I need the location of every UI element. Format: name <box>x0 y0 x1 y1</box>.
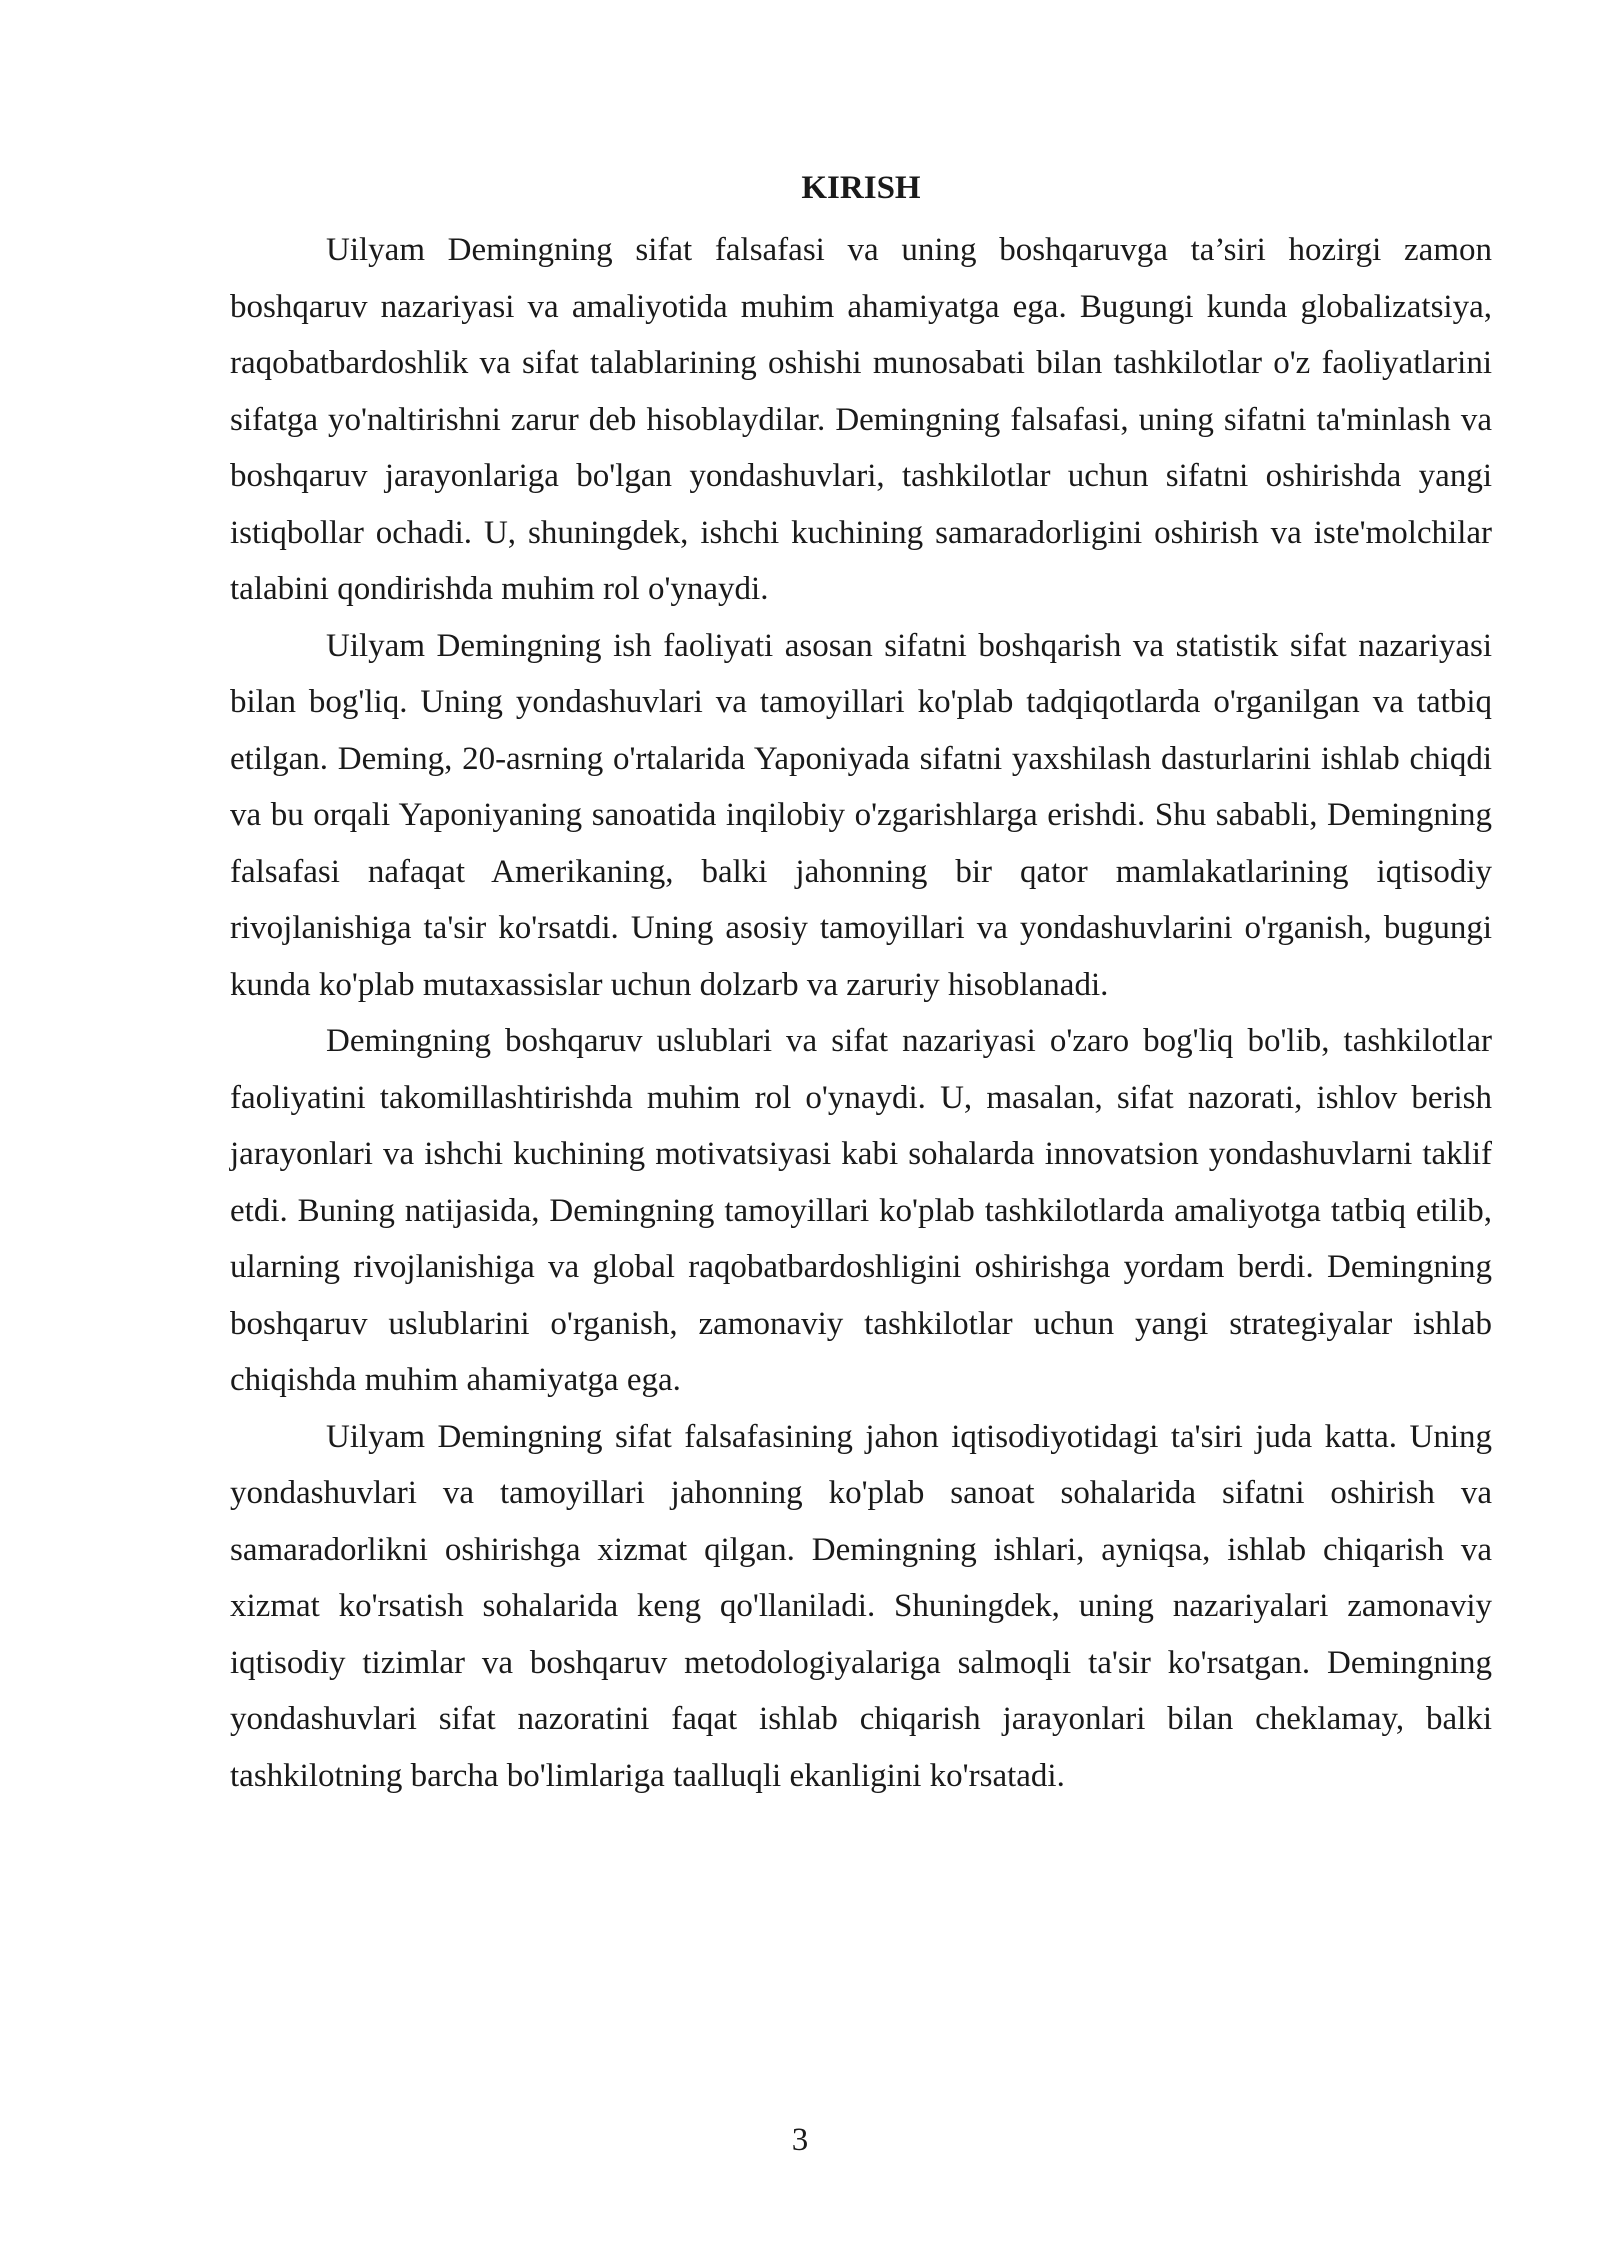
paragraph-3: Demingning boshqaruv uslublari va sifat nazariyasi o'zaro bog'liq bo'lib, tashkilotlar faoliyatini takomillashtirishda muhim rol o'ynaydi. U, masalan, sifat nazorati, ishlov berish jarayonlari va ishchi kuchining motivatsiyasi kabi sohalarda innovatsion yondashuvlarni taklif etdi. Buning natijasida, Demingning tamoyillari ko'plab tashkilotlarda amaliyotga tatbiq etilib, ularning rivojlanishiga va global raqobatbardoshligini oshirishga yordam berdi. Demingning boshqaruv uslublarini o'rganish, zamonaviy tashkilotlar uchun yangi strategiyalar ishlab chiqishda muhim ahamiyatga ega. <box>230 1023 1492 1398</box>
paragraph-1: Uilyam Demingning sifat falsafasi va uning boshqaruvga ta’siri hozirgi zamon boshqaruv nazariyasi va amaliyotida muhim ahamiyatga ega. Bugungi kunda globalizatsiya, raqobatbardoshlik va sifat talablarining oshishi munosabati bilan tashkilotlar o'z faoliyatlarini sifatga yo'naltirishni zarur deb hisoblaydilar. Demingning falsafasi, uning sifatni ta'minlash va boshqaruv jarayonlariga bo'lgan yondashuvlari, tashkilotlar uchun sifatni oshirishda yangi istiqbollar ochadi. U, shuningdek, ishchi kuchining samaradorligini oshirish va iste'molchilar talabini qondirishda muhim rol o'ynaydi. <box>230 232 1492 607</box>
page-number: 3 <box>791 2122 809 2158</box>
document-page <box>230 160 1492 1804</box>
paragraph-4: Uilyam Demingning sifat falsafasining jahon iqtisodiyotidagi ta'siri juda katta. Uning yondashuvlari va tamoyillari jahonning ko'plab sanoat sohalarida sifatni oshirish va samaradorlikni oshirishga xizmat qilgan. Demingning ishlari, ayniqsa, ishlab chiqarish va xizmat ko'rsatish sohalarida keng qo'llaniladi. Shuningdek, uning nazariyalari zamonaviy iqtisodiy tizimlar va boshqaruv metodologiyalariga salmoqli ta'sir ko'rsatgan. Demingning yondashuvlari sifat nazoratini faqat ishlab chiqarish jarayonlari bilan cheklamay, balki tashkilotning barcha bo'limlariga taalluqli ekanligini ko'rsatadi. <box>230 1418 1492 1794</box>
paragraph-2: Uilyam Demingning ish faoliyati asosan sifatni boshqarish va statistik sifat nazariyasi bilan bog'liq. Uning yondashuvlari va tamoyillari ko'plab tadqiqotlarda o'rganilgan va tatbiq etilgan. Deming, 20-asrning o'rtalarida Yaponiyada sifatni yaxshilash dasturlarini ishlab chiqdi va bu orqali Yaponiyaning sanoatida inqilobiy o'zgarishlarga erishdi. Shu sababli, Demingning falsafasi nafaqat Amerikaning, balki jahonning bir qator mamlakatlarining iqtisodiy rivojlanishiga ta'sir ko'rsatdi. Uning asosiy tamoyillari va yondashuvlarini o'rganish, bugungi kunda ko'plab mutaxassislar uchun dolzarb va zaruriy hisoblanadi. <box>230 627 1492 1003</box>
page-title: KIRISH <box>801 170 921 206</box>
